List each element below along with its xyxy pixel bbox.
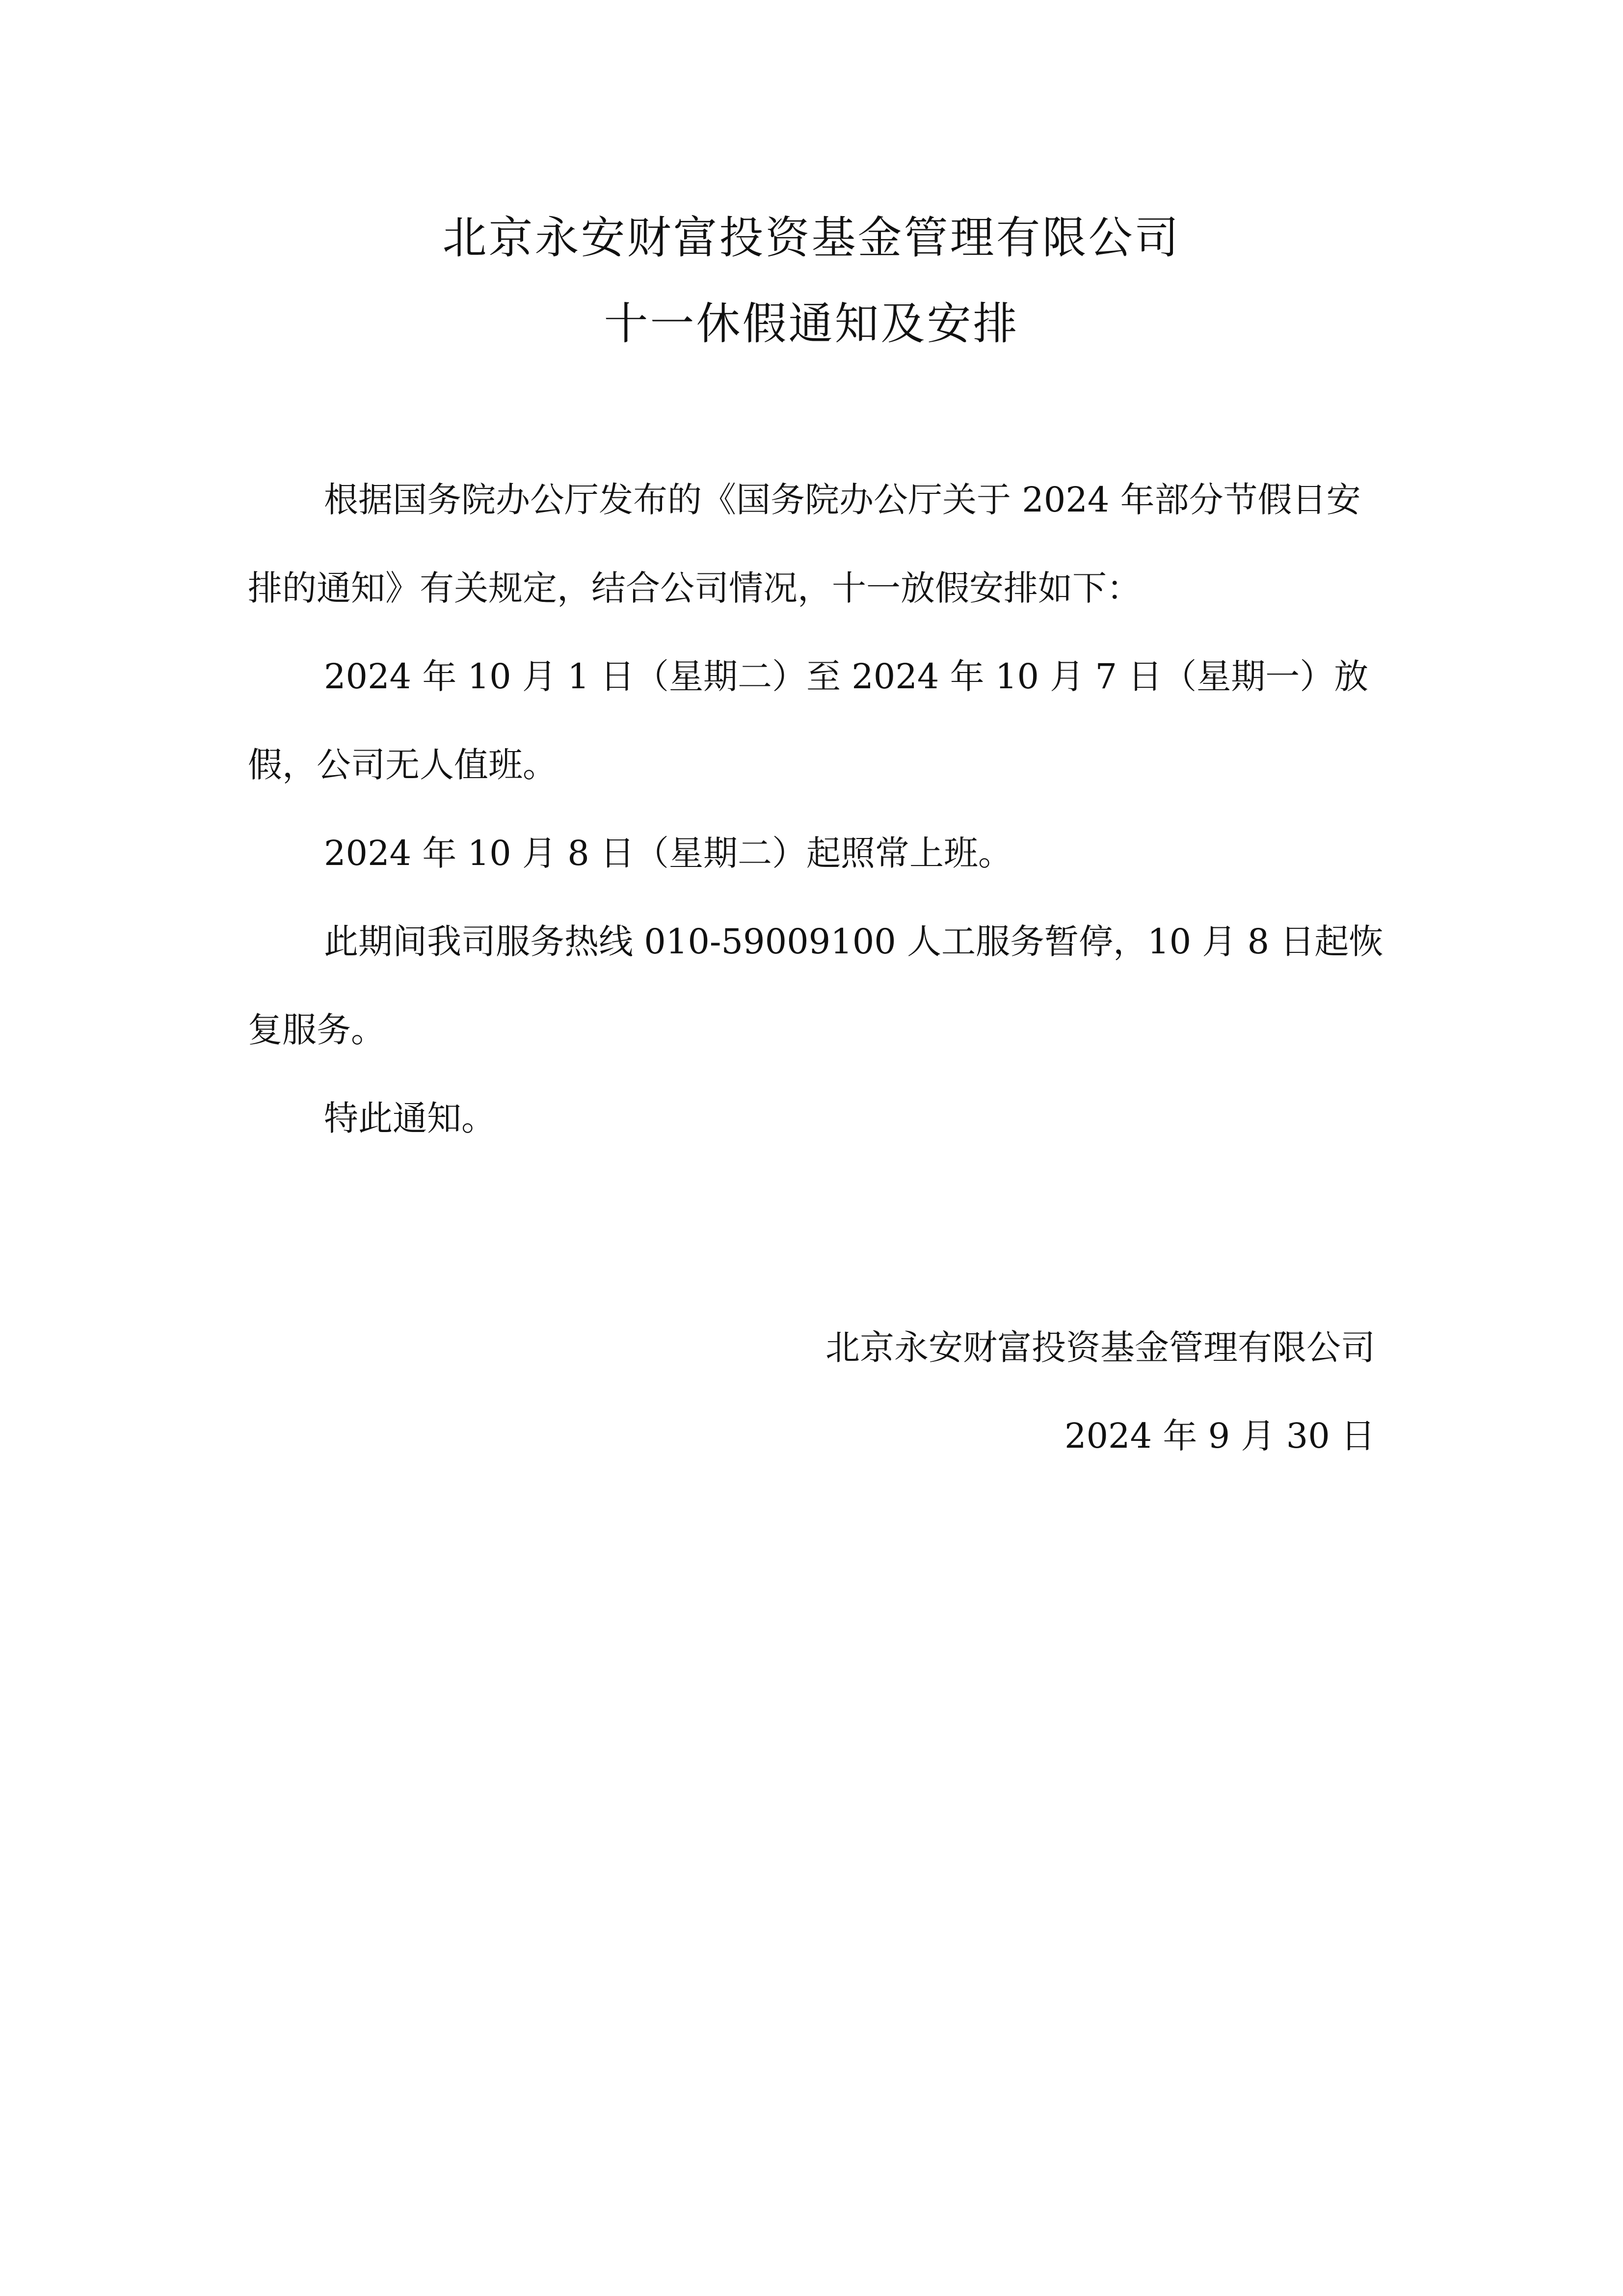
paragraph-hotline: 此期间我司服务热线 010-59009100 人工服务暂停，10 月 8 日起恢复服务。 <box>248 921 1384 1050</box>
paragraph-holiday-dates: 2024 年 10 月 1 日（星期二）至 2024 年 10 月 7 日（星期一）放假，公司无人值班。 <box>248 656 1369 785</box>
document-title-company: 北京永安财富投资基金管理有限公司 <box>442 212 1181 264</box>
document-title-notice: 十一休假通知及安排 <box>604 298 1019 350</box>
paragraph-closing: 特此通知。 <box>324 1098 496 1138</box>
paragraph-basis: 根据国务院办公厅发布的《国务院办公厅关于 2024 年部分节假日安排的通知》有关规定，结合公司情况，十一放假安排如下： <box>248 480 1361 608</box>
signature-date: 2024 年 9 月 30 日 <box>1064 1416 1375 1456</box>
signature-company: 北京永安财富投资基金管理有限公司 <box>825 1327 1375 1368</box>
paragraph-return-to-work: 2024 年 10 月 8 日（星期二）起照常上班。 <box>324 833 1013 873</box>
